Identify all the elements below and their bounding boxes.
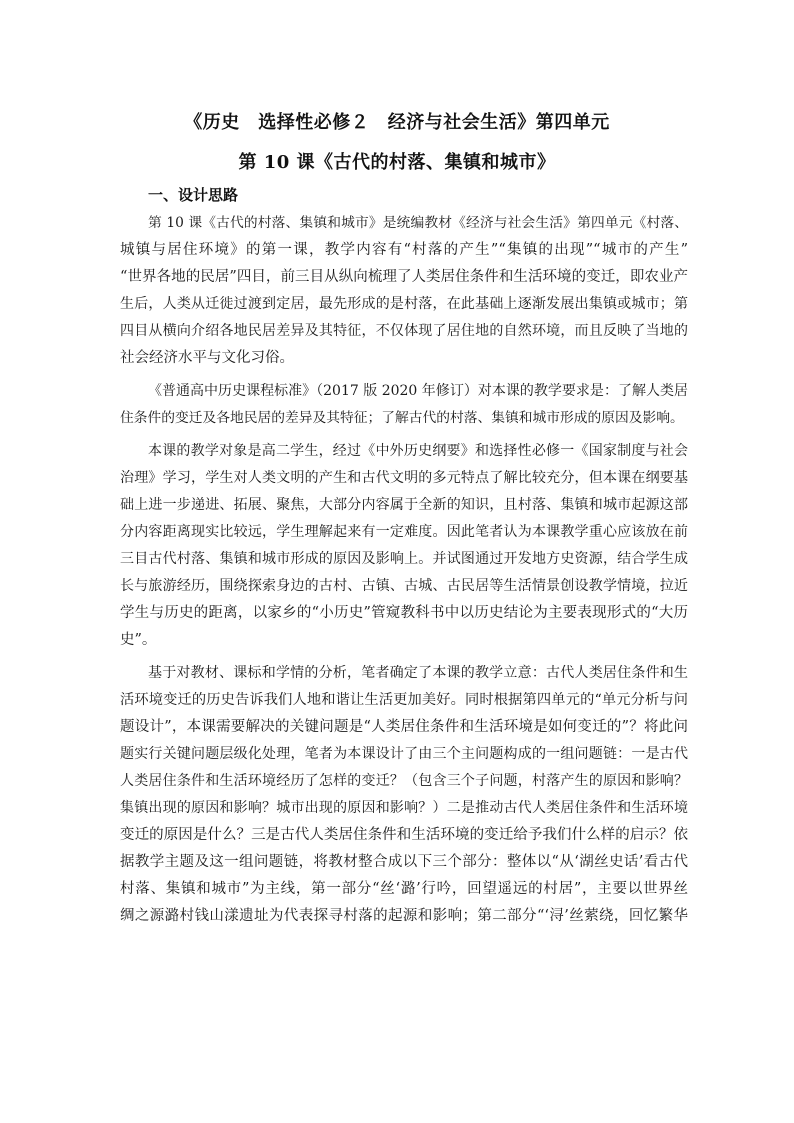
document-title-lesson: 第 10 课《古代的村落、集镇和城市》 xyxy=(238,152,556,173)
paragraph-line: 三目古代村落、集镇和城市形成的原因及影响上。并试图通过开发地方史资源，结合学生成 xyxy=(120,551,688,567)
paragraph-line: 生后，人类从迁徙过渡到定居，最先形成的是村落，在此基础上逐渐发展出集镇或城市；第 xyxy=(120,296,688,312)
paragraph-4 xyxy=(120,660,688,930)
paragraph-line: “世界各地的民居”四目，前三目从纵向梳理了人类居住条件和生活环境的变迁，即农业产 xyxy=(120,269,688,285)
paragraph-1 xyxy=(120,210,688,372)
paragraph-line: 分内容距离现实比较远，学生理解起来有一定难度。因此笔者认为本课教学重心应该放在前 xyxy=(120,524,688,540)
paragraph-line: 《普通高中历史课程标准》（2017 版 2020 年修订）对本课的教学要求是：了解人类居 xyxy=(148,383,688,399)
paragraph-line: 四目从横向介绍各地民居差异及其特征，不仅体现了居住地的自然环境，而且反映了当地的 xyxy=(120,323,688,339)
paragraph-2 xyxy=(120,378,688,432)
paragraph-line: 人类居住条件和生活环境经历了怎样的变迁？（包含三个子问题，村落产生的原因和影响？ xyxy=(120,773,688,789)
section-heading: 一、设计思路 xyxy=(148,186,239,204)
paragraph-line: 住条件的变迁及各地民居的差异及其特征；了解古代的村落、集镇和城市形成的原因及影响。 xyxy=(120,410,684,426)
paragraph-line: 治理》学习，学生对人类文明的产生和古代文明的多元特点了解比较充分，但本课在纲要基 xyxy=(120,470,688,486)
paragraph-line: 基于对教材、课标和学情的分析，笔者确定了本课的教学立意：古代人类居住条件和生 xyxy=(148,665,688,681)
paragraph-line: 学生与历史的距离，以家乡的“小历史”管窥教科书中以历史结论为主要表现形式的“大历 xyxy=(120,605,688,621)
paragraph-line: 史”。 xyxy=(120,632,157,648)
paragraph-line: 绸之源潞村钱山漾遗址为代表探寻村落的起源和影响；第二部分“‘浔’丝萦绕，回忆繁华 xyxy=(120,908,688,924)
paragraph-line: 社会经济水平与文化习俗。 xyxy=(120,350,294,366)
paragraph-3 xyxy=(120,438,688,654)
document-title-unit: 《历史 选择性必修２ 经济与社会生活》第四单元 xyxy=(184,112,610,133)
paragraph-line: 村落、集镇和城市”为主线，第一部分“丝‘潞’行吟，回望遥远的村居”，主要以世界丝 xyxy=(120,881,688,897)
paragraph-line: 集镇出现的原因和影响？城市出现的原因和影响？）二是推动古代人类居住条件和生活环境 xyxy=(120,800,688,816)
paragraph-line: 题实行关键问题层级化处理，笔者为本课设计了由三个主问题构成的一组问题链：一是古代 xyxy=(120,746,688,762)
paragraph-line: 题设计”，本课需要解决的关键问题是“人类居住条件和生活环境是如何变迁的”？将此问 xyxy=(120,719,688,735)
paragraph-line: 长与旅游经历，围绕探索身边的古村、古镇、古城、古民居等生活情景创设教学情境，拉近 xyxy=(120,578,688,594)
paragraph-line: 础上进一步递进、拓展、聚焦，大部分内容属于全新的知识，且村落、集镇和城市起源这部 xyxy=(120,497,688,513)
paragraph-line: 本课的教学对象是高二学生，经过《中外历史纲要》和选择性必修一《国家制度与社会 xyxy=(148,443,688,459)
paragraph-line: 城镇与居住环境》的第一课，教学内容有“村落的产生”“集镇的出现”“城市的产生” xyxy=(120,242,688,258)
paragraph-line: 第 10 课《古代的村落、集镇和城市》是统编教材《经济与社会生活》第四单元《村落、 xyxy=(148,215,688,231)
paragraph-line: 变迁的原因是什么？三是古代人类居住条件和生活环境的变迁给予我们什么样的启示？依 xyxy=(120,827,688,843)
body-text xyxy=(120,210,688,930)
paragraph-line: 活环境变迁的历史告诉我们人地和谐让生活更加美好。同时根据第四单元的“单元分析与问 xyxy=(120,692,688,708)
paragraph-line: 据教学主题及这一组问题链，将教材整合成以下三个部分：整体以“从‘湖丝史话’看古代 xyxy=(120,854,688,870)
